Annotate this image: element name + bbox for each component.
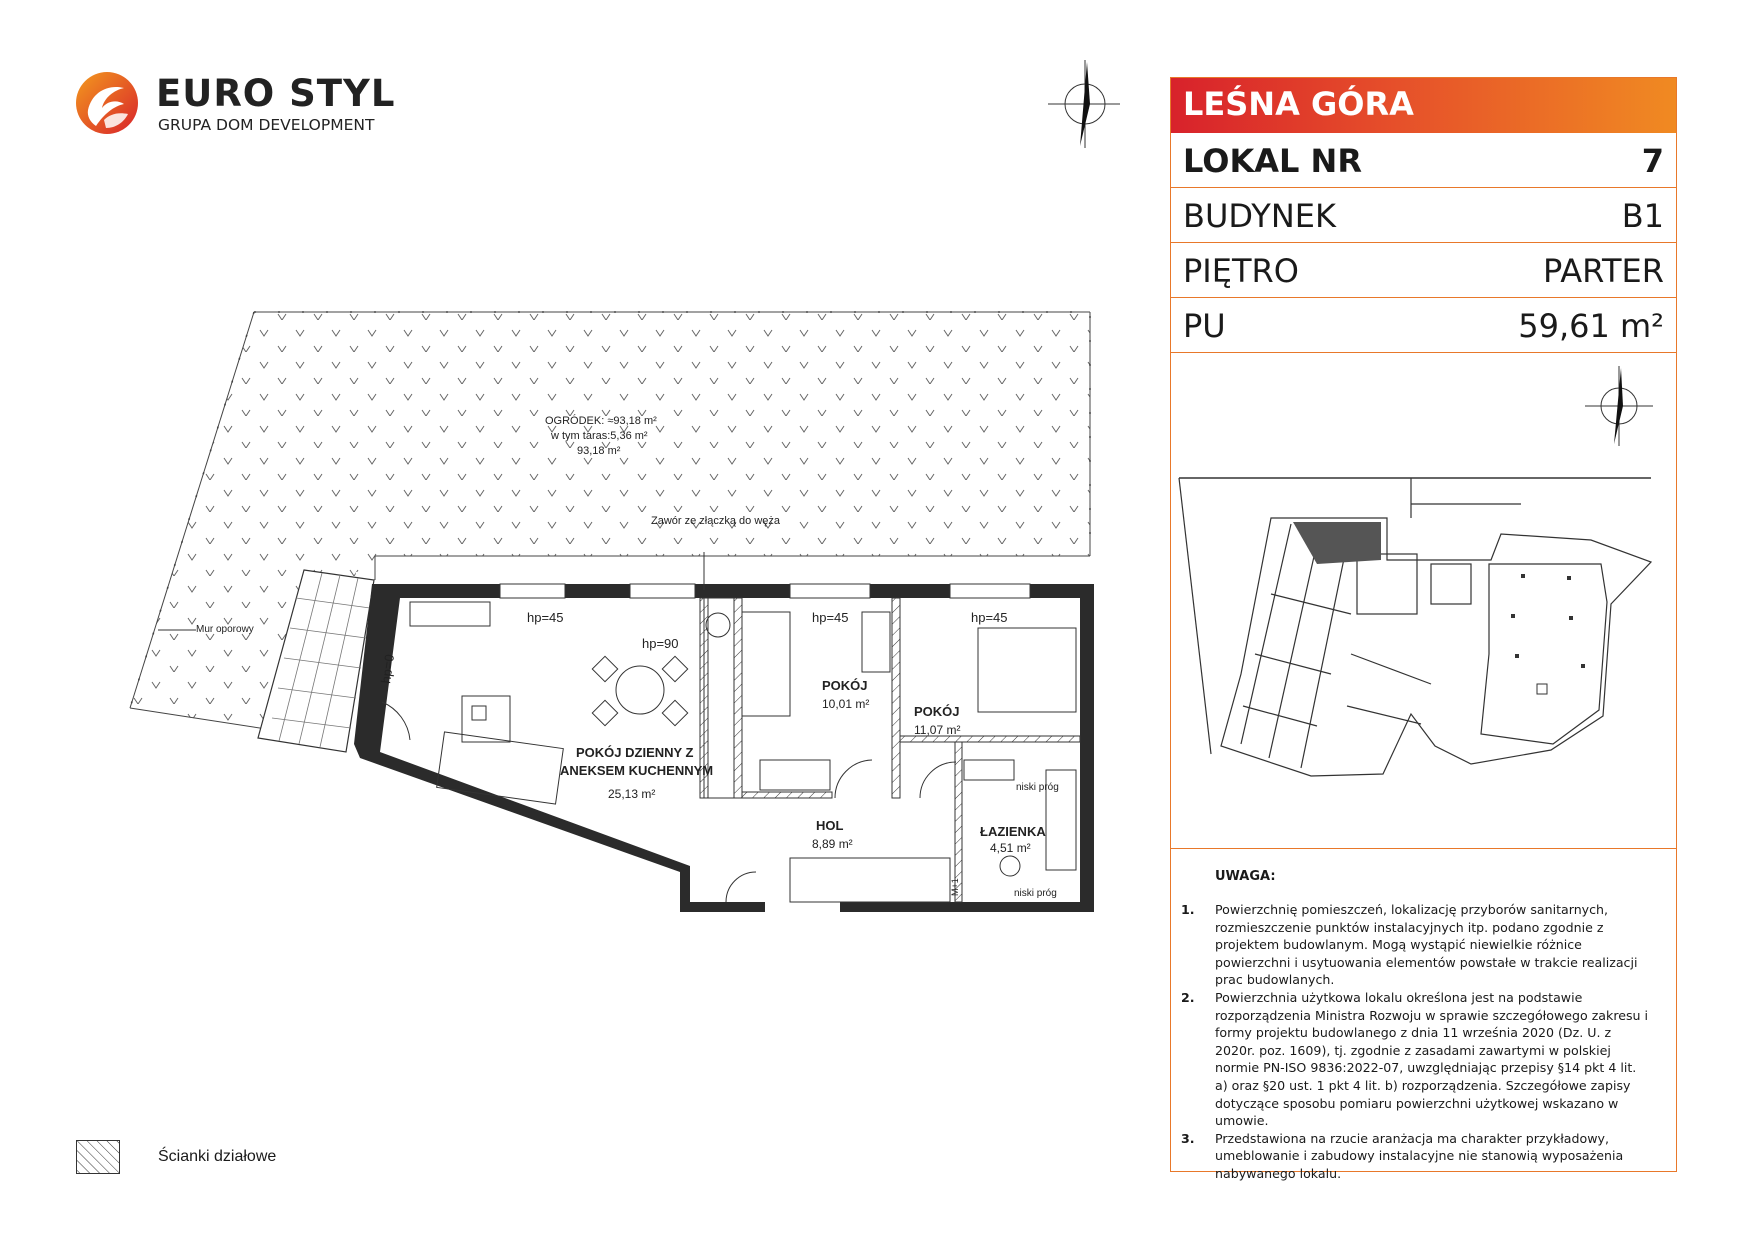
key-plan [1171, 354, 1676, 849]
note-text: Powierzchnię pomieszczeń, lokalizację przyborów sanitarnych, rozmieszczenie punktów instalacyjnych itp. podano zgodnie z projektem budowlanym. Mogą wystąpić niewielkie różnice powierzchni i usytuowania elementów powstałe w trakcie realizacji prac budowlanych. [1215, 902, 1638, 988]
bathroom-name: ŁAZIENKA [980, 824, 1046, 839]
room-living-name: POKÓJ DZIENNY Z [576, 745, 694, 760]
notes-title: UWAGA: [1215, 869, 1276, 884]
mh-label: M+1 [950, 878, 960, 896]
row-building [1171, 188, 1676, 243]
room-living-area: 25,13 m² [608, 787, 656, 801]
garden-area [130, 312, 1090, 740]
hp-0-label: hp=0 [378, 653, 398, 685]
valve-label: Zawór ze złączką do węża [651, 515, 780, 527]
note-item [1181, 901, 1651, 989]
furniture [410, 598, 1076, 902]
room-2-area: 11,07 m² [914, 723, 961, 737]
garden-label: OGRÓDEK: ≈93,18 m² [545, 415, 657, 427]
garden-area-label: 93,18 m² [577, 445, 621, 457]
floor-plan [110, 50, 1120, 930]
row-value: B1 [1621, 197, 1664, 235]
note-number: 2. [1181, 989, 1195, 1005]
threshold-label-1: niski próg [1016, 782, 1059, 793]
notes-list [1181, 901, 1651, 1183]
note-number: 3. [1181, 1130, 1195, 1146]
hp-45-label-3: hp=45 [971, 610, 1008, 625]
row-key: PIĘTRO [1183, 252, 1299, 290]
legend-label: Ścianki działowe [158, 1148, 277, 1165]
partition-wall-hatch-icon [76, 1140, 120, 1174]
bathroom-area: 4,51 m² [990, 841, 1031, 855]
brand-subtitle: GRUPA DOM DEVELOPMENT [158, 116, 375, 134]
threshold-label-2: niski próg [1014, 888, 1057, 899]
room-1-name: POKÓJ [822, 678, 868, 693]
note-number: 1. [1181, 902, 1195, 917]
hall-area: 8,89 m² [812, 837, 853, 851]
north-arrow-icon [1048, 60, 1120, 148]
note-text: Przedstawiona na rzucie aranżacja ma charakter przykładowy, umeblowanie i zabudowy instalacyjne nie stanowią wyposażenia nabywanego lokalu. [1215, 1130, 1624, 1181]
row-key: BUDYNEK [1183, 197, 1336, 235]
row-value: 7 [1641, 142, 1664, 180]
note-text: Powierzchnia użytkowa lokalu określona jest na podstawie rozporządzenia Ministra Rozwoju w sprawie szczegółowego zakresu i formy projektu budowlanego z dnia 11 września 2020 (Dz. U. z 2020r. poz. 1609), tj. zgodnie z zasadami zawartymi w polskiej normie PN-ISO 9836:2022-07, uwzględniając przepisy §14 pkt 4 lit. a) oraz §20 ust. 1 pkt 4 lit. b) rozporządzenia. Szczegółowe zapisy dotyczące sposobu pomiaru powierzchni użytkowej wskazano w umowie. [1215, 989, 1649, 1129]
row-value: PARTER [1542, 252, 1664, 290]
note-item [1181, 1130, 1651, 1183]
hp-90-label: hp=90 [642, 636, 679, 651]
row-area [1171, 298, 1676, 353]
estate-header [1171, 78, 1676, 133]
row-value: 59,61 m² [1518, 307, 1664, 345]
retaining-wall-label: Mur oporowy [196, 624, 254, 635]
hall-name: HOL [816, 818, 844, 833]
garden-terrace-label: w tym taras:5,36 m² [551, 430, 648, 442]
row-floor [1171, 243, 1676, 298]
key-plan-drawing [1171, 354, 1676, 849]
notes-section [1171, 849, 1676, 1181]
hp-45-label-1: hp=45 [527, 610, 564, 625]
legend [76, 1140, 376, 1184]
apartment-walls [354, 584, 1094, 912]
info-panel [1170, 77, 1677, 1181]
row-key: PU [1183, 307, 1226, 345]
selected-unit-highlight [1293, 522, 1381, 564]
row-key: LOKAL NR [1183, 142, 1362, 180]
brand-name: EURO STYL [156, 72, 396, 115]
room-1-area: 10,01 m² [822, 697, 870, 711]
north-arrow-icon [1585, 366, 1653, 446]
room-2-name: POKÓJ [914, 704, 960, 719]
hp-45-label-2: hp=45 [812, 610, 849, 625]
row-unit-number [1171, 133, 1676, 188]
note-item [1181, 989, 1651, 1130]
room-living-name-2: ANEKSEM KUCHENNYM [560, 763, 714, 778]
estate-name: LEŚNA GÓRA [1183, 85, 1414, 123]
